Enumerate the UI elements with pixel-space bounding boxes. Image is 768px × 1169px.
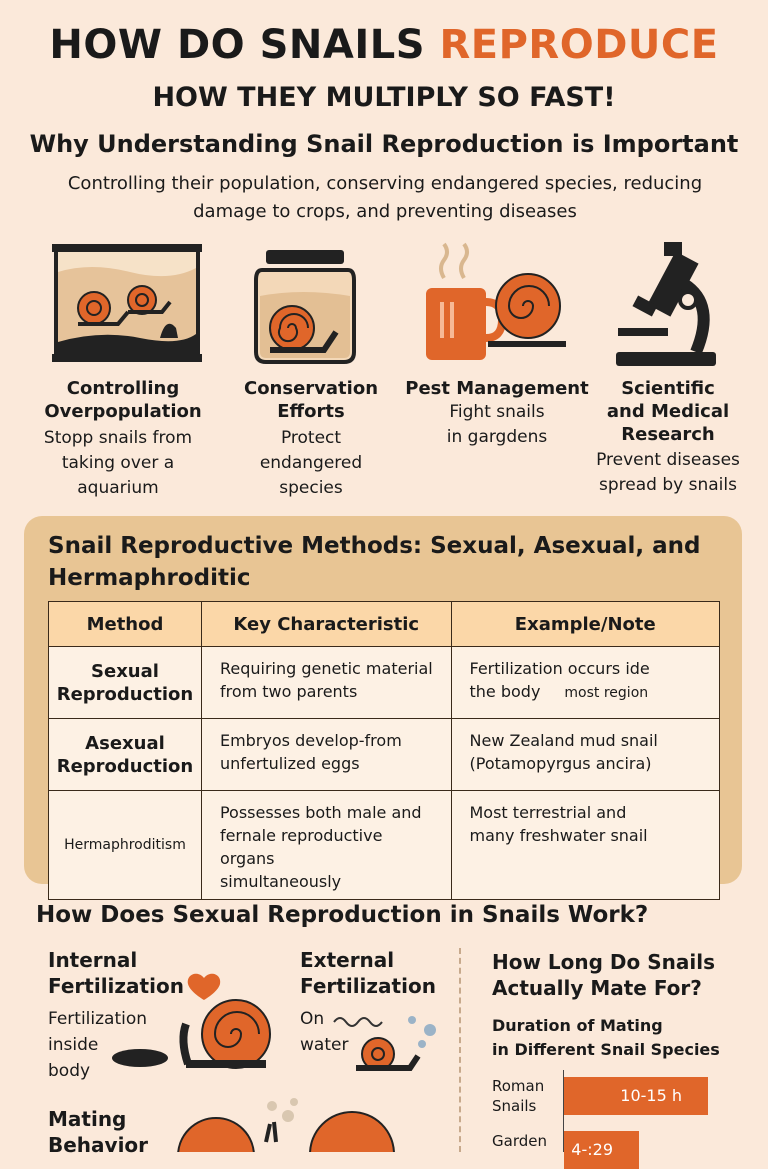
card-text-line: Prevent diseases — [596, 450, 740, 470]
cell-line: fernale reproductive organs — [219, 826, 383, 868]
bar-category-label — [492, 1076, 544, 1116]
example-cell — [451, 719, 720, 791]
card-text-line: Stopp snails from — [43, 428, 193, 448]
title-line: Duration of Mating — [492, 1016, 663, 1035]
cell-line: New Zealand mud snail — [469, 731, 658, 750]
card-text — [402, 400, 592, 450]
card-text-line: Protect — [280, 428, 342, 448]
card-title-line: Conservation — [243, 378, 379, 399]
cell-line: Most terrestrial and — [469, 803, 627, 822]
card-text-line: endangered — [259, 453, 363, 473]
card-title-line: Pest Management — [405, 378, 589, 399]
cell-line: simultaneously — [219, 872, 342, 891]
text-line: On — [300, 1009, 325, 1029]
why-intro — [40, 170, 730, 226]
cell-line: Requiring genetic material — [219, 659, 433, 678]
card-title-line: and Medical — [606, 401, 730, 422]
sperm-icon — [334, 1018, 382, 1026]
table-row — [49, 719, 720, 791]
cell-line: Hermaphroditism — [64, 836, 186, 853]
example-cell — [451, 647, 720, 719]
cell-line: Asexual — [85, 732, 165, 754]
title-line: in Different Snail Species — [492, 1040, 720, 1059]
external-heading — [300, 947, 436, 999]
page-title — [0, 22, 768, 68]
card-title — [226, 377, 396, 423]
table-row — [49, 647, 720, 719]
card-text — [226, 426, 396, 501]
method-cell — [49, 791, 202, 900]
internal-fertilization-illustration — [106, 960, 278, 1074]
cell-line — [470, 680, 710, 705]
cell-line: (Potamopyrgus ancira) — [469, 754, 652, 773]
text-line: body — [48, 1061, 91, 1081]
bubble-icon — [418, 1040, 426, 1048]
card-title-line: Research — [621, 424, 715, 445]
methods-title — [48, 530, 708, 594]
mating-behavior-illustration — [176, 1094, 426, 1152]
bar-value-label: 10-15 h — [620, 1086, 682, 1105]
card-text-line: spread by snails — [599, 475, 737, 495]
bubble-icon — [408, 1016, 416, 1024]
methods-title-line: Hermaphroditic — [48, 565, 251, 591]
mating-duration-heading — [492, 949, 715, 1001]
card-title — [590, 377, 746, 446]
intro-line: Controlling their population, conserving endangered species, reducing — [67, 173, 703, 194]
intro-line: damage to crops, and preventing diseases — [193, 201, 577, 222]
cell-line: unfertulized eggs — [219, 754, 360, 773]
sexual-heading: How Does Sexual Reproduction in Snails Work? — [36, 902, 649, 928]
column-header: Method — [49, 602, 202, 647]
label-line: Garden — [492, 1132, 547, 1150]
cell-fragment: the body — [469, 682, 541, 701]
bar-garden — [564, 1131, 639, 1169]
jar-snail-icon — [252, 248, 358, 366]
bubble-icon — [424, 1024, 436, 1036]
mating-chart-title — [492, 1014, 720, 1062]
cell-fragment: most region — [564, 685, 649, 701]
card-text-line: aquarium — [77, 478, 159, 498]
card-title-line: Controlling — [66, 378, 180, 399]
text-line: water — [300, 1035, 349, 1055]
heading-line: Actually Mate For? — [492, 976, 702, 1000]
bar-roman-snails — [564, 1077, 708, 1115]
section-divider — [459, 948, 461, 1152]
heading-line: Internal — [48, 948, 138, 972]
cell-line: Reproduction — [56, 683, 194, 705]
microscope-icon — [614, 240, 720, 368]
aquarium-snail-icon — [50, 242, 204, 364]
rock-icon — [112, 1049, 168, 1067]
bar-category-label — [492, 1131, 547, 1151]
label-line: Snails — [492, 1097, 537, 1115]
card-text-line: Fight snails — [449, 402, 545, 422]
text-line: inside — [48, 1035, 99, 1055]
card-text-line: taking over a — [61, 453, 175, 473]
page-subtitle: HOW THEY MULTIPLY SO FAST! — [152, 82, 616, 113]
card-title — [30, 377, 216, 423]
method-cell — [49, 647, 202, 719]
heading-line: Behavior — [48, 1133, 149, 1157]
label-line: Roman — [492, 1077, 545, 1095]
methods-table — [48, 601, 720, 900]
table-row — [49, 791, 720, 900]
card-title-line: Overpopulation — [44, 401, 202, 422]
heading-line: How Long Do Snails — [492, 950, 715, 974]
card-text — [20, 426, 216, 501]
card-text — [580, 448, 756, 498]
external-fertilization-illustration — [330, 1008, 446, 1074]
heading-line: Fertilization — [300, 974, 436, 998]
card-title-line: Efforts — [277, 401, 345, 422]
card-title — [402, 377, 592, 400]
cell-line: Sexual — [91, 660, 159, 682]
heading-line: Mating — [48, 1107, 127, 1131]
characteristic-cell — [201, 719, 451, 791]
characteristic-cell — [201, 647, 451, 719]
mating-behavior-heading — [48, 1106, 148, 1158]
title-prefix: HOW DO SNAILS — [49, 22, 426, 68]
cell-line: from two parents — [219, 682, 358, 701]
table-header-row — [49, 602, 720, 647]
text-line: Fertilization — [48, 1009, 148, 1029]
cell-line: Possesses both male and — [219, 803, 422, 822]
cell-line: many freshwater snail — [469, 826, 648, 845]
card-text-line: species — [279, 478, 343, 498]
characteristic-cell — [201, 791, 451, 900]
heading-line: External — [300, 948, 395, 972]
example-cell — [451, 791, 720, 900]
method-cell — [49, 719, 202, 791]
heading-line: Fertilization — [48, 974, 184, 998]
bar-value-label: 4-:29 — [571, 1140, 613, 1159]
methods-title-line: Snail Reproductive Methods: Sexual, Asexual, and — [48, 533, 701, 559]
heart-icon — [188, 974, 220, 1000]
mug-snail-icon — [420, 240, 568, 364]
card-title-line: Scientific — [621, 378, 715, 399]
column-header: Key Characteristic — [201, 602, 451, 647]
cell-line: Reproduction — [56, 755, 194, 777]
column-header: Example/Note — [451, 602, 720, 647]
why-heading: Why Understanding Snail Reproduction is Important — [29, 130, 739, 158]
cell-line: Embryos develop-from — [219, 731, 402, 750]
cell-line: Fertilization occurs ide — [469, 659, 650, 678]
title-accent: REPRODUCE — [439, 22, 719, 68]
card-text-line: in gargdens — [446, 427, 548, 447]
